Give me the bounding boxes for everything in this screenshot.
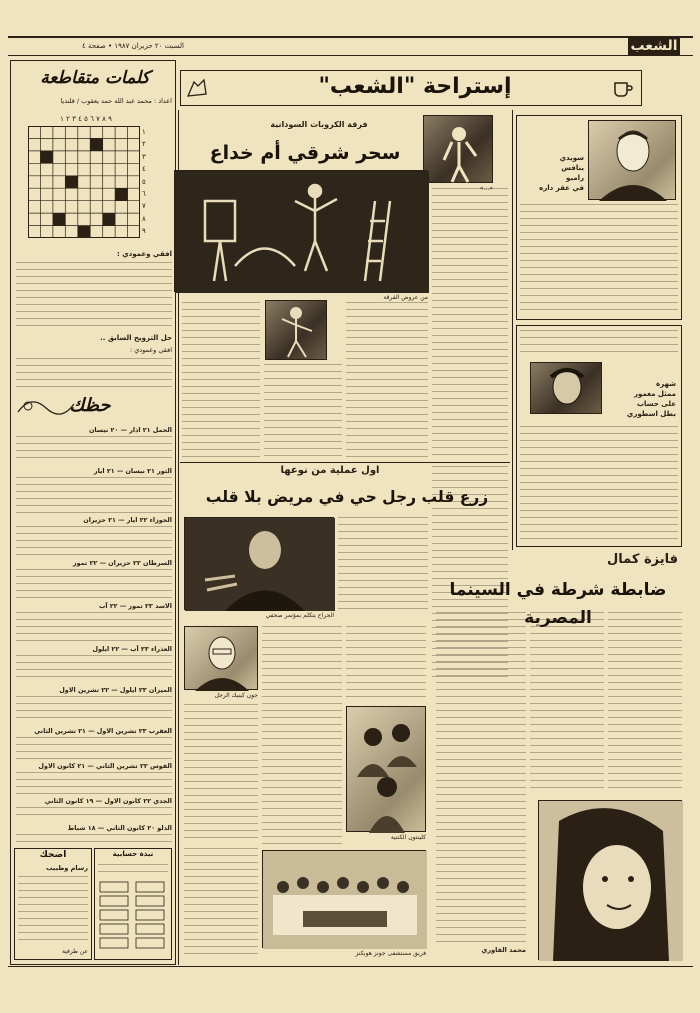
column-divider (512, 110, 513, 550)
row-number: ٦ (142, 189, 146, 198)
horoscope-intro-text (16, 436, 172, 464)
jokes-title: اضحك (39, 850, 67, 860)
theatre-photo-small (265, 300, 327, 360)
theatre-headline: سحر شرقي أم خداع (209, 142, 401, 164)
horoscope-sign: القوس ٢٢ تشرين الثاني — ٢١ كانون الاول (38, 762, 172, 770)
horoscope-sign-text (16, 612, 172, 642)
calc-table (98, 880, 168, 950)
cinema-body-col1 (608, 612, 682, 790)
sweden-title-line: ينافس (561, 164, 584, 172)
horoscope-sign-text (16, 569, 172, 599)
cup-icon (612, 78, 634, 98)
calc-title: نبذة حسابية (112, 850, 154, 858)
heart-body-col-b (184, 704, 258, 844)
crossword-title: كلمات متقاطعة (40, 68, 150, 88)
heart-caption-4: كلينتون الكنتية (390, 834, 426, 841)
theatre-body-col1 (346, 302, 428, 458)
horoscope-sign: الجوزاء ٢٢ ايار — ٢١ حزيران (83, 516, 172, 524)
actor-portrait (530, 362, 602, 414)
horoscope-sign-text (16, 655, 172, 683)
patient-portrait (184, 626, 258, 690)
theatre-kicker: فرقة الكروبات السودانية (270, 120, 368, 129)
zodiac-drawing-icon (16, 392, 76, 420)
sweden-title-line: راميو (565, 174, 584, 182)
row-number: ٨ (142, 214, 146, 223)
cinema-byline: محمد القاوري (481, 946, 526, 954)
horoscope-sign: الميزان ٢٣ ايلول — ٢٢ تشرين الاول (59, 686, 172, 694)
crossword-row-numbers (142, 126, 152, 238)
horoscope-sign: العقرب ٢٣ تشرين الاول — ٢١ تشرين الثاني (34, 727, 172, 735)
horoscope-sign-text (16, 696, 172, 724)
heart-body-right (432, 466, 508, 546)
cinema-body-col2 (530, 612, 604, 790)
theatre-body-col2 (264, 364, 342, 458)
crossword-grid (28, 126, 140, 238)
prev-solution-label: حل الترويح السابق .. (100, 334, 172, 342)
date-line: السبت ٢٠ حزيران ١٩٨٧ • صفحة ٤ (82, 42, 184, 50)
theatre-body-col3 (182, 302, 260, 458)
heart-caption-2: جون كينيك الرجل (214, 692, 258, 699)
crossword-author: اعداد : محمد عبد الله حمد يعقوب / قلنديا (60, 97, 172, 105)
family-photo (346, 706, 426, 832)
sweden-body (520, 204, 678, 316)
heart-body-col-a (262, 626, 342, 844)
section-divider (180, 462, 510, 463)
horoscope-sign-text (16, 807, 172, 821)
horoscope-sign-text (16, 834, 172, 844)
heart-caption-1: الجراح يتكلم بمؤتمر صحفي (265, 612, 334, 619)
horoscope-sign-text (16, 772, 172, 794)
heart-body-intro (338, 517, 428, 610)
hand-icon (184, 76, 210, 100)
horoscope-sign: الدلو ٢٠ كانون الثاني — ١٨ شباط (67, 824, 172, 832)
horoscope-intro: الحمل ٢١ اذار — ٢٠ نيسان (88, 426, 172, 434)
row-number: ٤ (142, 165, 146, 174)
actor-title-line: شهرة (656, 380, 676, 388)
crossword-clues-label: افقي وعمودي : (117, 250, 172, 258)
cinema-name: فايزة كمال (607, 552, 678, 567)
sweden-portrait (588, 120, 676, 200)
crossword-clues-text (16, 262, 172, 330)
cinema-body-col3 (436, 612, 526, 942)
prev-solution-across: افقي وعمودي : (129, 346, 172, 354)
hospital-team-photo (262, 850, 426, 948)
heart-caption-3: فريق مستشفى جونز هوبكنز (355, 950, 426, 957)
heart-body-col-e (184, 848, 258, 956)
heart-body-col-c (346, 626, 426, 702)
horoscope-sign-text (16, 477, 172, 513)
theatre-caption-1: من عروض الفرقة (383, 294, 428, 301)
page-title: إستراحة "الشعب" (318, 74, 512, 99)
row-number: ٣ (142, 152, 146, 161)
horoscope-sign-text (16, 526, 172, 556)
actor-title-line: بطل اسطوري (626, 410, 676, 418)
page-bottom-rule (8, 966, 693, 967)
mime-caption: «...» (479, 185, 493, 192)
actor-body-top (520, 330, 678, 358)
horoscope-sign: الاسد ٢٣ تموز — ٢٢ آب (98, 602, 172, 610)
horoscope-title: حظك (69, 395, 111, 416)
actor-body (520, 426, 678, 544)
surgeon-press-photo (184, 517, 334, 610)
horoscope-sign: السرطان ٢٢ حزيران — ٢٢ تموز (72, 559, 172, 567)
row-number: ١ (142, 128, 146, 136)
sweden-title-line: سويدي (559, 154, 584, 162)
heart-kicker: اول عملية من نوعها (280, 465, 380, 476)
mime-photo (423, 115, 493, 183)
horoscope-sign: الجدي ٢٢ كانون الاول — ١٩ كانون الثاني (44, 797, 172, 805)
jokes-text (18, 876, 88, 946)
faiza-kamal-portrait (538, 800, 682, 960)
crossword-col-numbers: ٩ ٨ ٧ ٦ ٥ ٤ ٣ ٢ ١ (60, 115, 112, 123)
jokes-footer: عن طرفية (61, 948, 88, 955)
row-number: ٢ (142, 140, 146, 149)
horoscope-sign: العذراء ٢٣ آب — ٢٢ ايلول (92, 645, 172, 653)
calc-text (98, 864, 168, 878)
row-number: ٩ (142, 227, 146, 236)
theatre-body-lead (432, 188, 508, 458)
row-number: ٧ (142, 202, 146, 211)
masthead-logo: الشعب (628, 36, 680, 56)
row-number: ٥ (142, 177, 146, 186)
sweden-title-line: في عقر داره (539, 184, 584, 192)
prev-solution-text (16, 358, 172, 388)
actor-title-line: على حساب (637, 400, 676, 408)
cinema-headline: ضابطة شرطة في السينما المصرية (449, 580, 667, 628)
horoscope-sign: الثور ٢١ نيسان — ٢١ ايار (93, 467, 172, 475)
jokes-subtitle: رسام وطبيب (46, 864, 88, 872)
theatre-photo-main (174, 170, 428, 292)
actor-title-line: ممثل مغمور (634, 390, 676, 398)
heart-headline: زرع قلب رجل حي في مريض بلا قلب (205, 488, 489, 506)
horoscope-sign-text (16, 737, 172, 759)
